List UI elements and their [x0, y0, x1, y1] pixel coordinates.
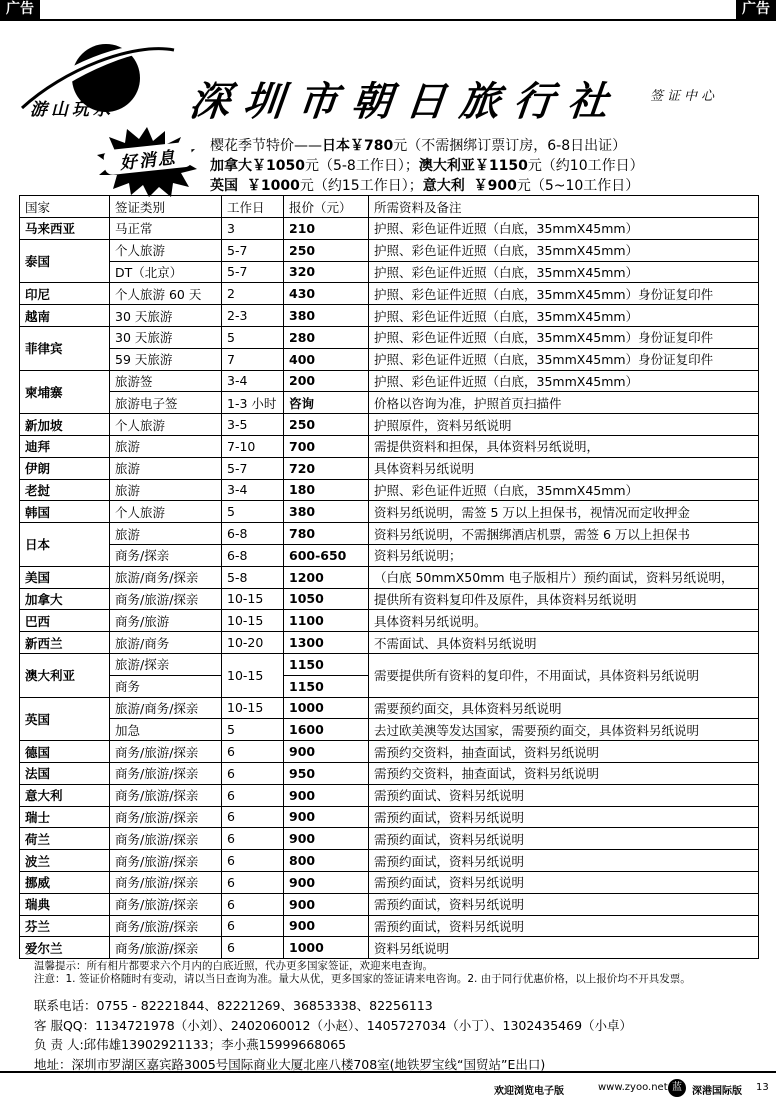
cell-note: 需预约面试，资料另纸说明	[369, 806, 759, 828]
cell-price: 430	[284, 283, 369, 305]
cell-type: 旅游	[110, 457, 222, 479]
table-row	[20, 784, 759, 806]
cell-days: 6	[222, 850, 284, 872]
table-row	[20, 741, 759, 763]
contact-address: 地址：深圳市罗湖区嘉宾路3005号国际商业大厦北座八楼708室(地铁罗宝线“国贸站”E出口)	[34, 1056, 546, 1072]
cell-type: 商务/旅游/探亲	[110, 784, 222, 806]
table-row	[20, 762, 759, 784]
cell-days: 5-7	[222, 239, 284, 261]
cell-days: 6	[222, 762, 284, 784]
cell-days: 10-15	[222, 653, 284, 697]
promo-line-2: 加拿大￥1050元（5-8工作日）；澳大利亚￥1150元（约10工作日）	[210, 158, 644, 174]
cell-price: 210	[284, 218, 369, 240]
cell-type: 旅游签	[110, 370, 222, 392]
contact-block	[34, 996, 769, 1074]
footer-welcome: 欢迎浏览电子版	[494, 1086, 564, 1097]
cell-type: 商务/旅游/探亲	[110, 850, 222, 872]
cell-country: 新加坡	[20, 414, 110, 436]
cell-country: 芬兰	[20, 915, 110, 937]
cell-type: 商务/旅游	[110, 610, 222, 632]
cell-country: 韩国	[20, 501, 110, 523]
cell-type: 30 天旅游	[110, 305, 222, 327]
table-row	[20, 544, 759, 566]
table-row	[20, 479, 759, 501]
cell-days: 6-8	[222, 523, 284, 545]
cell-country: 马来西亚	[20, 218, 110, 240]
cell-type: 旅游电子签	[110, 392, 222, 414]
cell-price: 900	[284, 871, 369, 893]
table-row	[20, 719, 759, 741]
cell-price: 780	[284, 523, 369, 545]
cell-type: 商务/探亲	[110, 544, 222, 566]
table-row	[20, 588, 759, 610]
cell-type: 旅游	[110, 523, 222, 545]
cell-price: 380	[284, 305, 369, 327]
cell-price: 250	[284, 414, 369, 436]
table-row	[20, 414, 759, 436]
cell-type: 旅游/商务	[110, 632, 222, 654]
promo-line-1: 樱花季节特价——日本￥780元（不需捆绑订票订房，6-8日出证）	[210, 138, 627, 154]
cell-days: 6	[222, 937, 284, 959]
cell-days: 5	[222, 326, 284, 348]
cell-price: 250	[284, 239, 369, 261]
table-row	[20, 937, 759, 959]
cell-days: 2	[222, 283, 284, 305]
cell-price: 咨询	[284, 392, 369, 414]
cell-days: 6	[222, 828, 284, 850]
table-row	[20, 850, 759, 872]
cell-type: 个人旅游 60 天	[110, 283, 222, 305]
cell-type: 加急	[110, 719, 222, 741]
cell-note: 需预约交资料，抽查面试，资料另纸说明	[369, 741, 759, 763]
cell-note: 需预约面试、资料另纸说明	[369, 784, 759, 806]
header-country: 国家	[20, 196, 110, 218]
cell-price: 950	[284, 762, 369, 784]
cell-note: 需提供资料和担保，具体资料另纸说明，	[369, 435, 759, 457]
cell-days: 6-8	[222, 544, 284, 566]
cell-note: 需预约面试，资料另纸说明	[369, 915, 759, 937]
table-row	[20, 392, 759, 414]
cell-days: 2-3	[222, 305, 284, 327]
cell-country: 柬埔寨	[20, 370, 110, 414]
cell-note: 具体资料另纸说明	[369, 457, 759, 479]
cell-note: 资料另纸说明	[369, 937, 759, 959]
cell-country: 意大利	[20, 784, 110, 806]
cell-price: 900	[284, 893, 369, 915]
cell-note: 需预约交资料，抽查面试，资料另纸说明	[369, 762, 759, 784]
cell-type: 商务/旅游/探亲	[110, 741, 222, 763]
cell-days: 10-15	[222, 610, 284, 632]
contact-phone: 联系电话：0755 - 82221844、82221269、36853338、82256113	[34, 998, 433, 1013]
cell-type: DT（北京）	[110, 261, 222, 283]
cell-note: 需预约面试，资料另纸说明	[369, 871, 759, 893]
cell-price: 900	[284, 828, 369, 850]
table-row	[20, 697, 759, 719]
table-row	[20, 261, 759, 283]
header-price: 报价（元）	[284, 196, 369, 218]
promo-badge: 好消息	[103, 141, 193, 175]
cell-price: 320	[284, 261, 369, 283]
cell-price: 800	[284, 850, 369, 872]
cell-note: 护照原件，资料另纸说明	[369, 414, 759, 436]
cell-country: 日本	[20, 523, 110, 567]
cell-days: 5-7	[222, 261, 284, 283]
cell-country: 越南	[20, 305, 110, 327]
note-attention: 注意：1. 签证价格随时有变动，请以当日查询为准。量大从优，更多国家的签证请来电咨询。2. 由于同行优惠价格，以上报价均不开具发票。	[34, 973, 691, 985]
cell-days: 6	[222, 893, 284, 915]
cell-note: 护照、彩色证件近照（白底，35mmX45mm）身份证复印件	[369, 283, 759, 305]
cell-country: 波兰	[20, 850, 110, 872]
footer-badge-icon: 蓝	[668, 1079, 686, 1097]
cell-price: 900	[284, 806, 369, 828]
cell-type: 旅游/探亲	[110, 653, 222, 675]
cell-days: 6	[222, 784, 284, 806]
cell-country: 伊朗	[20, 457, 110, 479]
cell-type: 旅游/商务/探亲	[110, 566, 222, 588]
cell-note: 护照、彩色证件近照（白底，35mmX45mm）	[369, 218, 759, 240]
table-row	[20, 239, 759, 261]
cell-type: 个人旅游	[110, 501, 222, 523]
cell-days: 1-3 小时	[222, 392, 284, 414]
table-row	[20, 806, 759, 828]
table-header-row	[20, 196, 759, 218]
table-row	[20, 915, 759, 937]
header-notes: 所需资料及备注	[369, 196, 759, 218]
cell-price: 200	[284, 370, 369, 392]
ad-label-right: 广告	[736, 0, 776, 19]
cell-country: 泰国	[20, 239, 110, 283]
cell-price: 400	[284, 348, 369, 370]
table-row	[20, 305, 759, 327]
cell-type: 旅游	[110, 479, 222, 501]
cell-days: 5	[222, 501, 284, 523]
cell-type: 30 天旅游	[110, 326, 222, 348]
cell-country: 德国	[20, 741, 110, 763]
cell-type: 旅游/商务/探亲	[110, 697, 222, 719]
table-row	[20, 370, 759, 392]
table-row	[20, 283, 759, 305]
table-row	[20, 501, 759, 523]
cell-days: 3	[222, 218, 284, 240]
cell-type: 商务/旅游/探亲	[110, 915, 222, 937]
table-body	[20, 218, 759, 959]
cell-type: 商务/旅游/探亲	[110, 762, 222, 784]
cell-note: 护照、彩色证件近照（白底，35mmX45mm）	[369, 261, 759, 283]
cell-type: 商务	[110, 675, 222, 697]
cell-price: 1300	[284, 632, 369, 654]
contact-qq: 客 服QQ：1134721978（小刘）、2402060012（小赵）、1405727034（小丁）、1302435469（小卓）	[34, 1017, 633, 1033]
cell-days: 5-7	[222, 457, 284, 479]
footer-edition: 深港国际版	[692, 1086, 742, 1097]
cell-price: 1000	[284, 697, 369, 719]
cell-days: 5-8	[222, 566, 284, 588]
page-footer	[0, 1071, 776, 1100]
cell-note: 护照、彩色证件近照（白底，35mmX45mm）	[369, 370, 759, 392]
table-row	[20, 523, 759, 545]
cell-country: 加拿大	[20, 588, 110, 610]
page-number: 13	[756, 1082, 769, 1093]
cell-price: 380	[284, 501, 369, 523]
cell-type: 个人旅游	[110, 414, 222, 436]
cell-type: 商务/旅游/探亲	[110, 937, 222, 959]
table-row	[20, 348, 759, 370]
cell-type: 商务/旅游/探亲	[110, 871, 222, 893]
table-row	[20, 435, 759, 457]
cell-note: 提供所有资料复印件及原件，具体资料另纸说明	[369, 588, 759, 610]
cell-days: 6	[222, 871, 284, 893]
table-row	[20, 218, 759, 240]
notes	[34, 960, 764, 986]
cell-note: 资料另纸说明，不需捆绑酒店机票，需签 6 万以上担保书	[369, 523, 759, 545]
cell-country: 法国	[20, 762, 110, 784]
cell-note: 需要预约面交，具体资料另纸说明	[369, 697, 759, 719]
cell-price: 900	[284, 784, 369, 806]
cell-days: 10-20	[222, 632, 284, 654]
cell-days: 7	[222, 348, 284, 370]
cell-price: 1600	[284, 719, 369, 741]
cell-days: 3-4	[222, 479, 284, 501]
footer-url[interactable]: www.zyoo.net	[598, 1082, 668, 1093]
cell-country: 英国	[20, 697, 110, 741]
agency-subtitle: 签证中心	[650, 89, 719, 104]
cell-note: 不需面试、具体资料另纸说明	[369, 632, 759, 654]
ad-label-left: 广告	[0, 0, 40, 19]
table-row	[20, 653, 759, 675]
cell-price: 280	[284, 326, 369, 348]
table-row	[20, 566, 759, 588]
table-row	[20, 610, 759, 632]
table-row	[20, 828, 759, 850]
cell-country: 新西兰	[20, 632, 110, 654]
table-row	[20, 632, 759, 654]
table-row	[20, 457, 759, 479]
note-tip: 温馨提示：所有相片都要求六个月内的白底近照，代办更多国家签证，欢迎来电查询。	[34, 960, 433, 972]
cell-type: 马正常	[110, 218, 222, 240]
cell-days: 10-15	[222, 697, 284, 719]
cell-price: 180	[284, 479, 369, 501]
cell-price: 1050	[284, 588, 369, 610]
cell-type: 商务/旅游/探亲	[110, 588, 222, 610]
cell-country: 菲律宾	[20, 326, 110, 370]
agency-name: 深圳市朝日旅行社	[187, 78, 625, 125]
cell-type: 商务/旅游/探亲	[110, 828, 222, 850]
cell-note: 价格以咨询为准，护照首页扫描件	[369, 392, 759, 414]
cell-note: 护照、彩色证件近照（白底，35mmX45mm）	[369, 305, 759, 327]
cell-type: 商务/旅游/探亲	[110, 806, 222, 828]
logo-slogan: 游山玩水	[30, 100, 114, 120]
cell-type: 旅游	[110, 435, 222, 457]
cell-days: 5	[222, 719, 284, 741]
cell-price: 1100	[284, 610, 369, 632]
cell-note: 护照、彩色证件近照（白底，35mmX45mm）身份证复印件	[369, 326, 759, 348]
cell-note: 资料另纸说明；	[369, 544, 759, 566]
cell-days: 3-5	[222, 414, 284, 436]
cell-note: 需预约面试，资料另纸说明	[369, 850, 759, 872]
cell-note: 资料另纸说明，需签 5 万以上担保书，视情况而定收押金	[369, 501, 759, 523]
visa-price-table	[19, 195, 759, 959]
cell-price: 1150	[284, 675, 369, 697]
header-workdays: 工作日	[222, 196, 284, 218]
cell-country: 老挝	[20, 479, 110, 501]
cell-country: 澳大利亚	[20, 653, 110, 697]
cell-days: 6	[222, 741, 284, 763]
cell-country: 美国	[20, 566, 110, 588]
cell-note: 需预约面试，资料另纸说明	[369, 828, 759, 850]
top-rule	[0, 19, 776, 21]
cell-price: 1150	[284, 653, 369, 675]
cell-days: 7-10	[222, 435, 284, 457]
cell-country: 瑞士	[20, 806, 110, 828]
cell-type: 商务/旅游/探亲	[110, 893, 222, 915]
promo-line-3: 英国 ￥1000元（约15工作日）；意大利 ￥900元（5~10工作日）	[210, 178, 640, 194]
cell-note: 护照、彩色证件近照（白底，35mmX45mm）身份证复印件	[369, 348, 759, 370]
table-row	[20, 893, 759, 915]
cell-price: 700	[284, 435, 369, 457]
header-visa-type: 签证类别	[110, 196, 222, 218]
cell-note: 去过欧美澳等发达国家，需要预约面交，具体资料另纸说明	[369, 719, 759, 741]
cell-note: （白底 50mmX50mm 电子版相片）预约面试，资料另纸说明，	[369, 566, 759, 588]
cell-price: 1200	[284, 566, 369, 588]
contact-person: 负 责 人:邱伟雄13902921133；李小燕15999668065	[34, 1037, 347, 1052]
cell-note: 护照、彩色证件近照（白底，35mmX45mm）	[369, 479, 759, 501]
cell-note: 具体资料另纸说明。	[369, 610, 759, 632]
cell-price: 1000	[284, 937, 369, 959]
cell-days: 6	[222, 915, 284, 937]
cell-country: 荷兰	[20, 828, 110, 850]
cell-country: 爱尔兰	[20, 937, 110, 959]
cell-country: 挪威	[20, 871, 110, 893]
cell-price: 900	[284, 915, 369, 937]
table-row	[20, 326, 759, 348]
cell-country: 迪拜	[20, 435, 110, 457]
cell-country: 瑞典	[20, 893, 110, 915]
table-row	[20, 871, 759, 893]
cell-type: 个人旅游	[110, 239, 222, 261]
cell-days: 10-15	[222, 588, 284, 610]
cell-type: 59 天旅游	[110, 348, 222, 370]
cell-note: 护照、彩色证件近照（白底，35mmX45mm）	[369, 239, 759, 261]
cell-price: 720	[284, 457, 369, 479]
cell-note: 需预约面试，资料另纸说明	[369, 893, 759, 915]
cell-country: 印尼	[20, 283, 110, 305]
cell-country: 巴西	[20, 610, 110, 632]
cell-note: 需要提供所有资料的复印件，不用面试，具体资料另纸说明	[369, 653, 759, 697]
cell-price: 900	[284, 741, 369, 763]
cell-price: 600-650	[284, 544, 369, 566]
cell-days: 3-4	[222, 370, 284, 392]
cell-days: 6	[222, 806, 284, 828]
